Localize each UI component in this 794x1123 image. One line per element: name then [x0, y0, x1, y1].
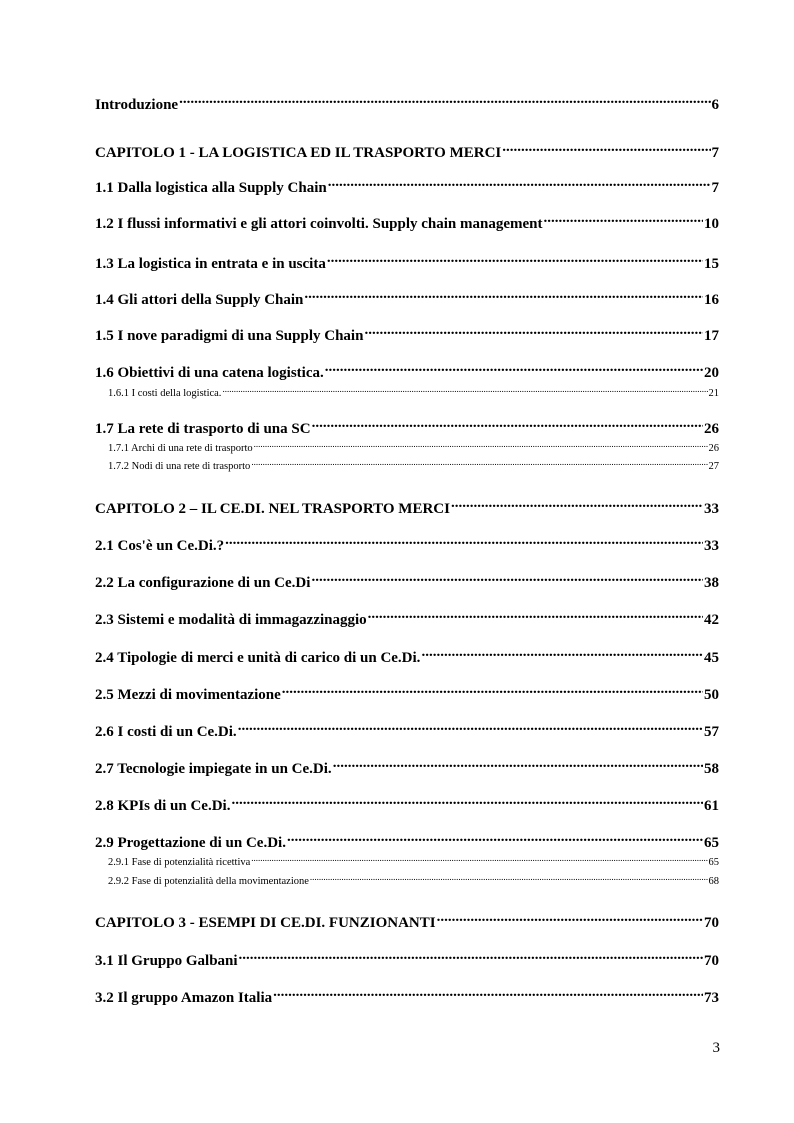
toc-entry-label: 2.9.1 Fase di potenzialità ricettiva: [108, 856, 251, 868]
toc-entry-3-1[interactable]: [95, 950, 719, 970]
toc-dot-leader: [311, 572, 703, 587]
toc-entry-2-2[interactable]: [95, 572, 719, 592]
toc-dot-leader: [254, 440, 708, 451]
toc-dot-leader: [282, 684, 703, 699]
toc-dot-leader: [368, 609, 703, 624]
toc-entry-chapter-1[interactable]: [95, 142, 719, 162]
toc-entry-page: 15: [704, 256, 719, 272]
toc-entry-label: 2.7 Tecnologie impiegate in un Ce.Di.: [95, 761, 332, 777]
toc-dot-leader: [327, 253, 703, 268]
toc-entry-page: 21: [708, 387, 719, 399]
toc-entry-page: 16: [704, 292, 719, 308]
toc-entry-2-6[interactable]: [95, 721, 719, 741]
toc-entry-label: 2.9 Progettazione di un Ce.Di.: [95, 835, 286, 851]
toc-dot-leader: [421, 647, 703, 662]
toc-entry-page: 6: [711, 97, 719, 113]
toc-entry-1-4[interactable]: [95, 289, 719, 309]
toc-entry-label: 1.7.2 Nodi di una rete di trasporto: [108, 460, 251, 472]
toc-entry-1-6[interactable]: [95, 362, 719, 382]
toc-entry-2-3[interactable]: [95, 609, 719, 629]
toc-entry-page: 57: [704, 724, 719, 740]
toc-entry-label: CAPITOLO 1 - LA LOGISTICA ED IL TRASPORTO MERCI: [95, 145, 502, 161]
toc-entry-label: 1.3 La logistica in entrata e in uscita: [95, 256, 326, 272]
toc-dot-leader: [251, 854, 707, 865]
toc-entry-page: 10: [704, 216, 719, 232]
toc-entry-2-1[interactable]: [95, 535, 719, 555]
toc-dot-leader: [364, 325, 703, 340]
toc-entry-label: CAPITOLO 3 - ESEMPI DI CE.DI. FUNZIONANTI: [95, 915, 436, 931]
toc-entry-chapter-2[interactable]: [95, 498, 719, 518]
toc-entry-2-5[interactable]: [95, 684, 719, 704]
toc-entry-page: 17: [704, 328, 719, 344]
toc-entry-page: 70: [704, 953, 719, 969]
toc-entry-1-5[interactable]: [95, 325, 719, 345]
toc-entry-label: 2.5 Mezzi di movimentazione: [95, 687, 281, 703]
toc-entry-label: 1.6 Obiettivi di una catena logistica.: [95, 365, 324, 381]
toc-entry-page: 61: [704, 798, 719, 814]
toc-entry-page: 38: [704, 575, 719, 591]
toc-entry-label: 1.7.1 Archi di una rete di trasporto: [108, 442, 253, 454]
toc-entry-label: 2.2 La configurazione di un Ce.Di: [95, 575, 311, 591]
toc-entry-label: CAPITOLO 2 – IL CE.DI. NEL TRASPORTO MERCI: [95, 501, 450, 517]
toc-entry-page: 33: [704, 538, 719, 554]
toc-dot-leader: [312, 418, 703, 433]
toc-entry-page: 58: [704, 761, 719, 777]
toc-dot-leader: [304, 289, 703, 304]
toc-dot-leader: [437, 912, 703, 927]
toc-entry-label: 2.4 Tipologie di merci e unità di carico di un Ce.Di.: [95, 650, 421, 666]
toc-dot-leader: [325, 362, 703, 377]
toc-entry-page: 26: [708, 442, 719, 454]
toc-entry-2-8[interactable]: [95, 795, 719, 815]
toc-entry-page: 7: [711, 180, 719, 196]
toc-entry-1-1[interactable]: [95, 177, 719, 197]
toc-entry-label: 1.6.1 I costi della logistica.: [108, 387, 222, 399]
toc-dot-leader: [333, 758, 703, 773]
toc-entry-1-7-1[interactable]: [108, 440, 719, 454]
toc-entry-label: 2.3 Sistemi e modalità di immagazzinaggio: [95, 612, 367, 628]
toc-dot-leader: [273, 987, 703, 1002]
toc-dot-leader: [251, 458, 707, 469]
toc-entry-2-4[interactable]: [95, 647, 719, 667]
toc-entry-label: 2.8 KPIs di un Ce.Di.: [95, 798, 231, 814]
toc-entry-page: 45: [704, 650, 719, 666]
toc-entry-page: 26: [704, 421, 719, 437]
toc-entry-page: 68: [708, 875, 719, 887]
toc-entry-page: 65: [708, 856, 719, 868]
toc-entry-page: 20: [704, 365, 719, 381]
toc-dot-leader: [231, 795, 703, 810]
toc-dot-leader: [222, 385, 707, 396]
toc-entry-label: 1.7 La rete di trasporto di una SC: [95, 421, 311, 437]
toc-entry-chapter-3[interactable]: [95, 912, 719, 932]
toc-entry-label: 2.1 Cos'è un Ce.Di.?: [95, 538, 225, 554]
toc-entry-1-7-2[interactable]: [108, 458, 719, 472]
toc-entry-label: 3.1 Il Gruppo Galbani: [95, 953, 238, 969]
toc-entry-label: 1.5 I nove paradigmi di una Supply Chain: [95, 328, 364, 344]
toc-entry-label: Introduzione: [95, 97, 179, 113]
page-number: 3: [712, 1040, 720, 1056]
toc-dot-leader: [287, 832, 703, 847]
toc-entry-page: 70: [704, 915, 719, 931]
toc-entry-1-2[interactable]: [95, 213, 719, 233]
toc-entry-label: 1.1 Dalla logistica alla Supply Chain: [95, 180, 327, 196]
toc-entry-page: 7: [711, 145, 719, 161]
toc-entry-page: 33: [704, 501, 719, 517]
toc-dot-leader: [238, 721, 703, 736]
toc-entry-page: 50: [704, 687, 719, 703]
toc-dot-leader: [225, 535, 703, 550]
toc-dot-leader: [328, 177, 711, 192]
toc-dot-leader: [310, 873, 708, 884]
toc-entry-label: 1.2 I flussi informativi e gli attori coinvolti. Supply chain management: [95, 216, 543, 232]
toc-entry-2-9-1[interactable]: [108, 854, 719, 868]
toc-entry-3-2[interactable]: [95, 987, 719, 1007]
toc-entry-page: 42: [704, 612, 719, 628]
toc-entry-2-9[interactable]: [95, 832, 719, 852]
toc-entry-2-7[interactable]: [95, 758, 719, 778]
toc-entry-page: 65: [704, 835, 719, 851]
toc-entry-label: 2.6 I costi di un Ce.Di.: [95, 724, 237, 740]
toc-entry-page: 27: [708, 460, 719, 472]
toc-dot-leader: [451, 498, 703, 513]
toc-entry-label: 2.9.2 Fase di potenzialità della movimentazione: [108, 875, 309, 887]
toc-entry-1-7[interactable]: [95, 418, 719, 438]
toc-dot-leader: [239, 950, 703, 965]
toc-dot-leader: [544, 213, 703, 228]
toc-dot-leader: [179, 94, 710, 109]
toc-dot-leader: [502, 142, 710, 157]
toc-entry-label: 3.2 Il gruppo Amazon Italia: [95, 990, 273, 1006]
toc-entry-page: 73: [704, 990, 719, 1006]
toc-entry-introduzione[interactable]: [95, 94, 719, 114]
toc-entry-1-3[interactable]: [95, 253, 719, 273]
toc-entry-label: 1.4 Gli attori della Supply Chain: [95, 292, 304, 308]
toc-entry-1-6-1[interactable]: [108, 385, 719, 399]
toc-entry-2-9-2[interactable]: [108, 873, 719, 887]
